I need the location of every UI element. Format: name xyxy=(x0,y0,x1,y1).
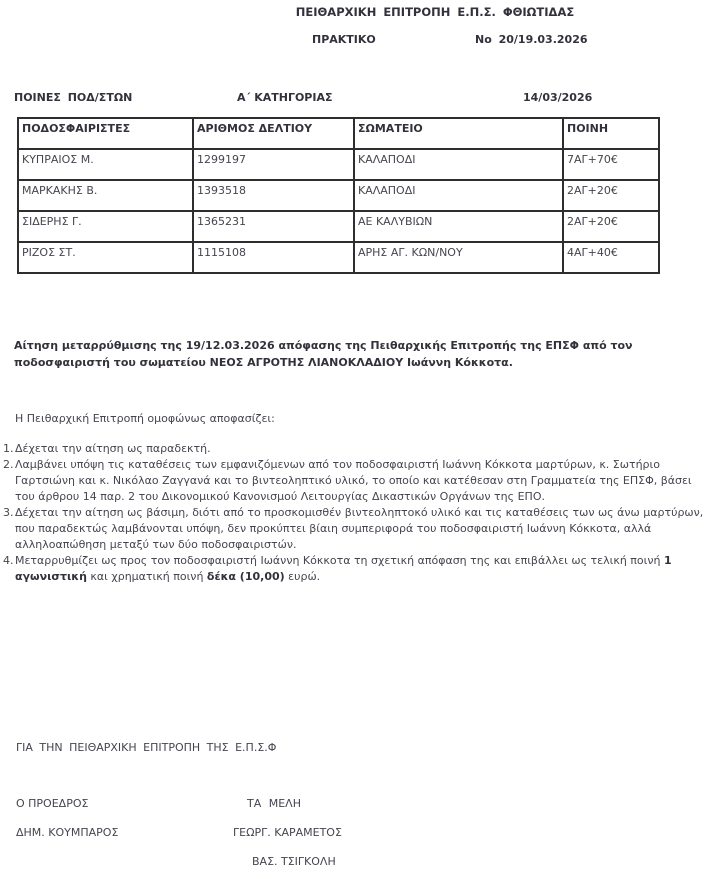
item-text: Δέχεται την αίτηση ως παραδεκτή. xyxy=(15,442,211,455)
decision-item-2 xyxy=(3,457,707,505)
penalty-cell: 2ΑΓ+20€ xyxy=(563,211,659,242)
member-name-2: ΒΑΣ. ΤΣΙΓΚΟΛΗ xyxy=(252,855,336,868)
table-row xyxy=(18,180,659,211)
decision-intro: Η Πειθαρχική Επιτροπή ομοφώνως αποφασίζει: xyxy=(15,412,275,425)
request-paragraph: Αίτηση μεταρρύθμισης της 19/12.03.2026 απόφασης της Πειθαρχικής Επιτροπής της ΕΠΣΦ από τον ποδοσφαιριστή του σωματείου ΝΕΟΣ ΑΓΡΟΤΗΣ ΛΙΑΝΟΚΛΑΔΙΟΥ Ιωάννη Κόκκοτα. xyxy=(14,339,633,369)
record-number: Νο 20/19.03.2026 xyxy=(475,33,588,46)
president-name: ΔΗΜ. ΚΟΥΜΠΑΡΟΣ xyxy=(16,826,119,839)
item-text-segment: και χρηματική ποινή xyxy=(86,570,207,583)
sanctions-table xyxy=(17,117,660,274)
table-row xyxy=(18,242,659,273)
column-header-card-number: ΑΡΙΘΜΟΣ ΔΕΛΤΙΟΥ xyxy=(193,118,354,149)
column-header-penalty: ΠΟΙΝΗ xyxy=(563,118,659,149)
club-cell: ΚΑΛΑΠΟΔΙ xyxy=(354,180,563,211)
member-name-1: ΓΕΩΡΓ. ΚΑΡΑΜΕΤΟΣ xyxy=(233,826,342,839)
player-name-cell: ΚΥΠΡΑΙΟΣ Μ. xyxy=(18,149,193,180)
club-cell: ΚΑΛΑΠΟΔΙ xyxy=(354,149,563,180)
final-penalty-matches: 1 αγωνιστική xyxy=(15,554,672,583)
penalties-heading: ΠΟΙΝΕΣ ΠΟΔ/ΣΤΩΝ xyxy=(14,91,133,104)
item-number: 4. xyxy=(3,554,14,567)
president-label: Ο ΠΡΟΕΔΡΟΣ xyxy=(16,797,89,810)
club-cell: ΑΡΗΣ ΑΓ. ΚΩΝ/ΝΟΥ xyxy=(354,242,563,273)
card-number-cell: 1115108 xyxy=(193,242,354,273)
for-committee-line: ΓΙΑ ΤΗΝ ΠΕΙΘΑΡΧΙΚΗ ΕΠΙΤΡΟΠΗ ΤΗΣ Ε.Π.Σ.Φ xyxy=(16,741,277,754)
item-text: Δέχεται την αίτηση ως βάσιμη, διότι από το προσκομισθέν βιντεοληπτοκό υλικό και τις καταθέσεις των ως άνω μαρτύρων, που παραδεκτώς λαμβάνονται υπόψη, δεν προκύπτει βίαιη συμπεριφορά του ποδοσφαιριστή Ιωάννη Κόκκοτα, αλλά αλληλοαπώθηση μεταξύ των δύο ποδοσφαιριστών. xyxy=(15,506,704,551)
final-penalty-fine: δέκα (10,00) xyxy=(206,570,285,583)
card-number-cell: 1393518 xyxy=(193,180,354,211)
card-number-cell: 1299197 xyxy=(193,149,354,180)
card-number-cell: 1365231 xyxy=(193,211,354,242)
members-label: ΤΑ ΜΕΛΗ xyxy=(247,797,301,810)
item-number: 2. xyxy=(3,458,14,471)
column-header-players: ΠΟΔΟΣΦΑΙΡΙΣΤΕΣ xyxy=(18,118,193,149)
penalty-cell: 7ΑΓ+70€ xyxy=(563,149,659,180)
player-name-cell: ΡΙΖΟΣ ΣΤ. xyxy=(18,242,193,273)
item-number: 1. xyxy=(3,442,14,455)
item-text-segment: ευρώ. xyxy=(284,570,321,583)
club-cell: ΑΕ ΚΑΛΥΒΙΩΝ xyxy=(354,211,563,242)
document-date: 14/03/2026 xyxy=(523,91,593,104)
item-text-segment: Μεταρρυθμίζει ως προς τον ποδοσφαιριστή Ιωάννη Κόκκοτα τη σχετική απόφαση της και επιβάλλει ως τελική ποινή xyxy=(15,554,664,567)
item-text xyxy=(15,553,707,585)
decision-item-1 xyxy=(3,441,707,457)
item-number: 3. xyxy=(3,506,14,519)
item-text: Λαμβάνει υπόψη τις καταθέσεις των εμφανιζόμενων από τον ποδοσφαιριστή Ιωάννη Κόκκοτα μαρτύρων, κ. Σωτήριο Γαρτσιώνη και κ. Νικόλαο Ζαγγανά και το βιντεοληπτικό υλικό, το οποίο και κατέθεσαν στη Γραμματεία της ΕΠΣΦ, βάσει του άρθρου 14 παρ. 2 του Δικονομικού Κανονισμού Λειτουργίας Δικαστικών Οργάνων της ΕΠΟ. xyxy=(15,458,692,503)
document-title: ΠΕΙΘΑΡΧΙΚΗ ΕΠΙΤΡΟΠΗ Ε.Π.Σ. ΦΘΙΩΤΙΔΑΣ xyxy=(295,5,575,19)
table-row xyxy=(18,149,659,180)
player-name-cell: ΣΙΔΕΡΗΣ Γ. xyxy=(18,211,193,242)
column-header-club: ΣΩΜΑΤΕΙΟ xyxy=(354,118,563,149)
table-row xyxy=(18,211,659,242)
record-label: ΠΡΑΚΤΙΚΟ xyxy=(312,33,376,46)
decision-item-3 xyxy=(3,505,707,553)
table-header-row xyxy=(18,118,659,149)
penalty-cell: 2ΑΓ+20€ xyxy=(563,180,659,211)
decision-list xyxy=(3,441,707,585)
category-heading: Α΄ ΚΑΤΗΓΟΡΙΑΣ xyxy=(237,91,333,104)
player-name-cell: ΜΑΡΚΑΚΗΣ Β. xyxy=(18,180,193,211)
decision-item-4 xyxy=(3,553,707,585)
penalty-cell: 4ΑΓ+40€ xyxy=(563,242,659,273)
